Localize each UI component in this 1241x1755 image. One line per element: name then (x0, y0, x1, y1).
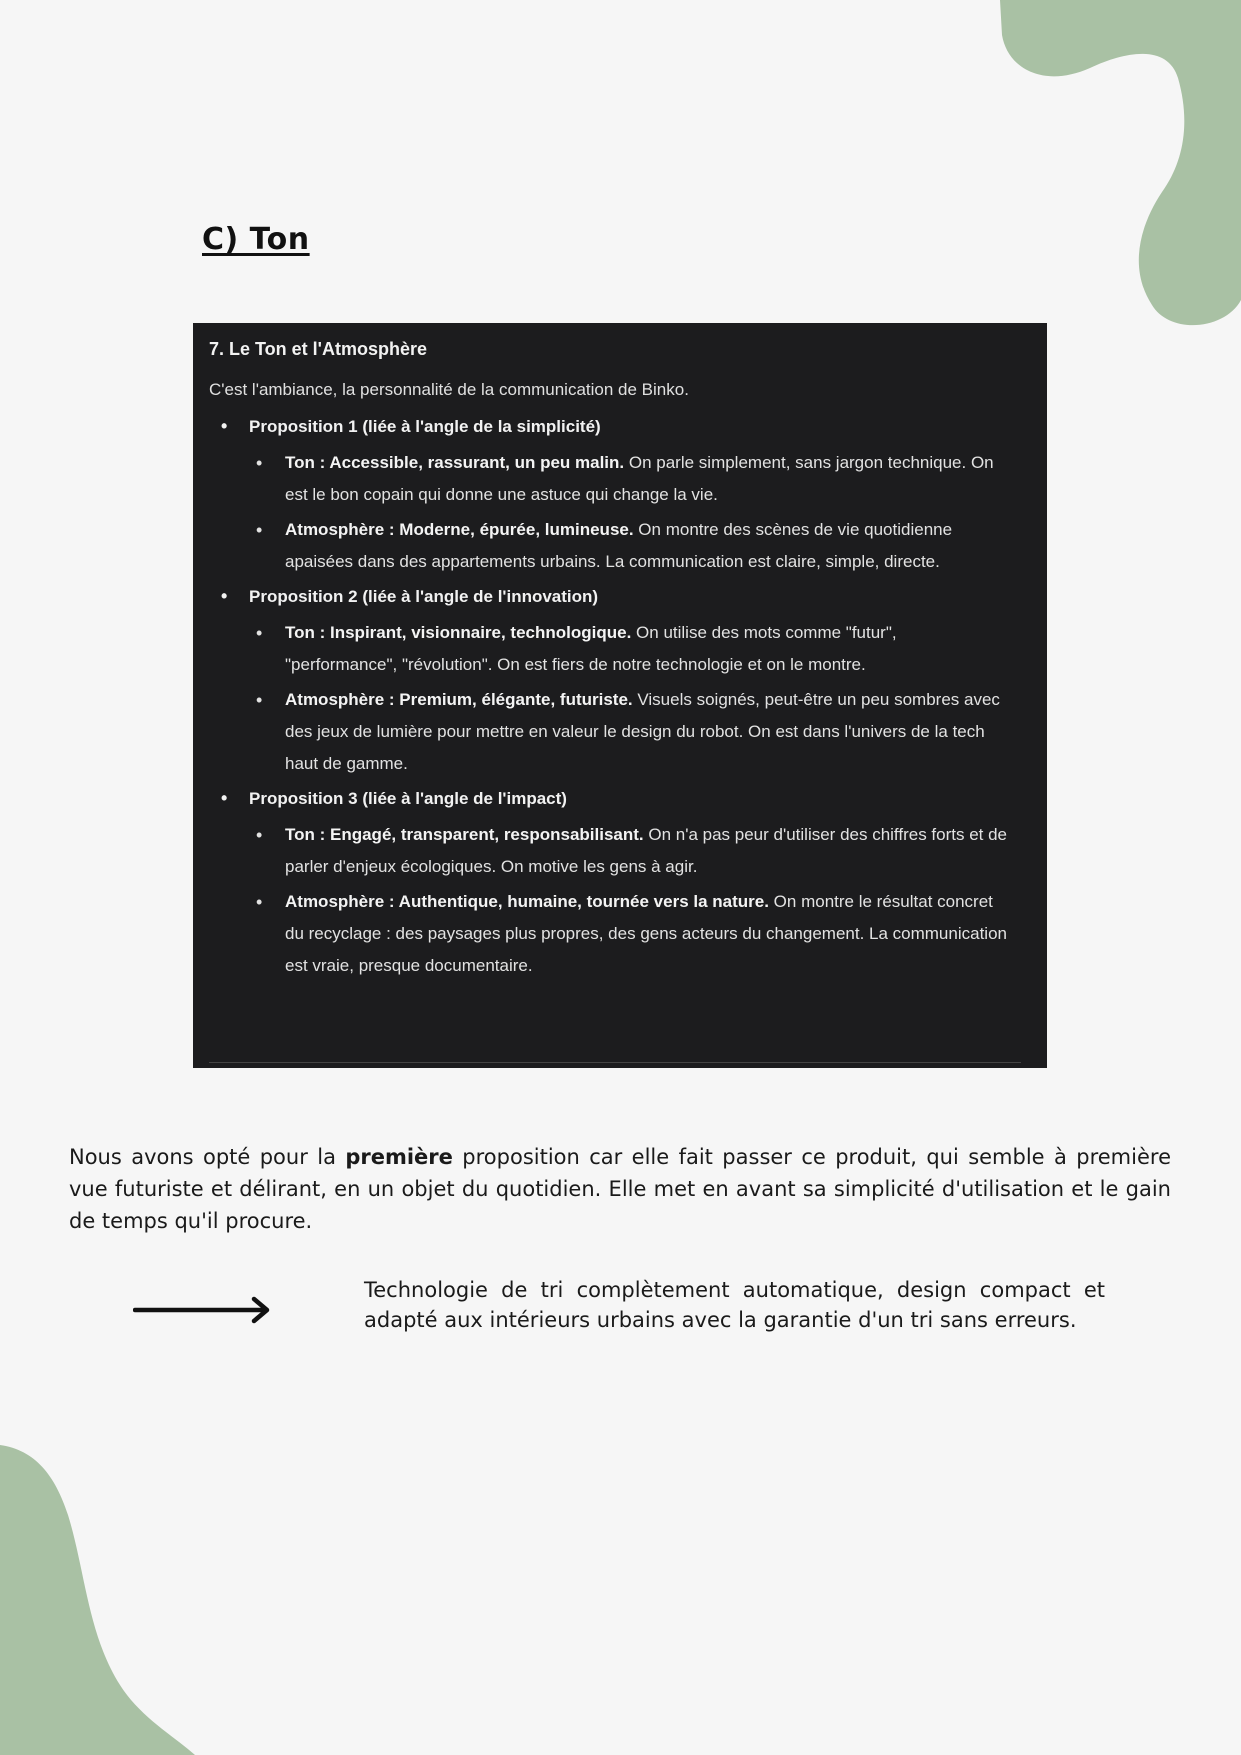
atmosphere-label: Atmosphère : Moderne, épurée, lumineuse. (285, 520, 634, 539)
proposition-title: • Proposition 2 (liée à l'angle de l'innovation) (209, 587, 1031, 607)
list-item (209, 447, 1031, 511)
decorative-blob-bottom-left (0, 1445, 200, 1755)
paragraph-text: proposition car elle fait passer ce produit, qui semble à première vue futuriste et délirant, en un objet du quotidien. Elle met en avant sa simplicité d'utilisation et le gain de temps qu'il procure. (69, 1145, 1171, 1233)
atmosphere-label: Atmosphère : Authentique, humaine, tournée vers la nature. (285, 892, 769, 911)
atmosphere-text: Visuels soignés, peut-être un peu sombres avec des jeux de lumière pour mettre en valeur le design du robot. On est dans l'univers de la tech haut de gamme. (285, 690, 1000, 773)
list-item (209, 514, 1031, 578)
atmosphere-text: On montre le résultat concret du recyclage : des paysages plus propres, des gens acteurs du changement. La communication est vraie, presque documentaire. (285, 892, 1007, 975)
screenshot-title: 7. Le Ton et l'Atmosphère (209, 339, 427, 359)
list-item (209, 886, 1031, 982)
ton-text: On parle simplement, sans jargon technique. On est le bon copain qui donne une astuce qui change la vie. (285, 453, 994, 504)
ton-text: On utilise des mots comme "futur", "performance", "révolution". On est fiers de notre technologie et on le montre. (285, 623, 897, 674)
paragraph-bold-text: première (345, 1145, 453, 1169)
embedded-screenshot (193, 323, 1047, 1068)
screenshot-intro: C'est l'ambiance, la personnalité de la communication de Binko. (209, 380, 689, 399)
proposition-title: • Proposition 3 (liée à l'angle de l'impact) (209, 789, 1031, 809)
list-item (209, 684, 1031, 780)
proposition-title: • Proposition 1 (liée à l'angle de la simplicité) (209, 417, 1031, 437)
arrow-caption: Technologie de tri complètement automatique, design compact et adapté aux intérieurs urbains avec la garantie d'un tri sans erreurs. (364, 1278, 1105, 1332)
section-heading: C) Ton (202, 222, 310, 257)
ton-label: Ton : Inspirant, visionnaire, technologique. (285, 623, 632, 642)
divider (209, 1062, 1021, 1063)
right-arrow-icon (133, 1296, 273, 1326)
list-item (209, 617, 1031, 681)
ton-text: On n'a pas peur d'utiliser des chiffres forts et de parler d'enjeux écologiques. On motive les gens à agir. (285, 825, 1008, 876)
ton-label: Ton : Engagé, transparent, responsabilisant. (285, 825, 644, 844)
atmosphere-label: Atmosphère : Premium, élégante, futuriste. (285, 690, 633, 709)
body-paragraph (69, 1141, 1171, 1237)
ton-label: Ton : Accessible, rassurant, un peu malin. (285, 453, 625, 472)
decorative-blob-top-right (991, 0, 1241, 330)
paragraph-text: Nous avons opté pour la (69, 1145, 346, 1169)
list-item (209, 819, 1031, 883)
atmosphere-text: On montre des scènes de vie quotidienne apaisées dans des appartements urbains. La communication est claire, simple, directe. (285, 520, 953, 571)
